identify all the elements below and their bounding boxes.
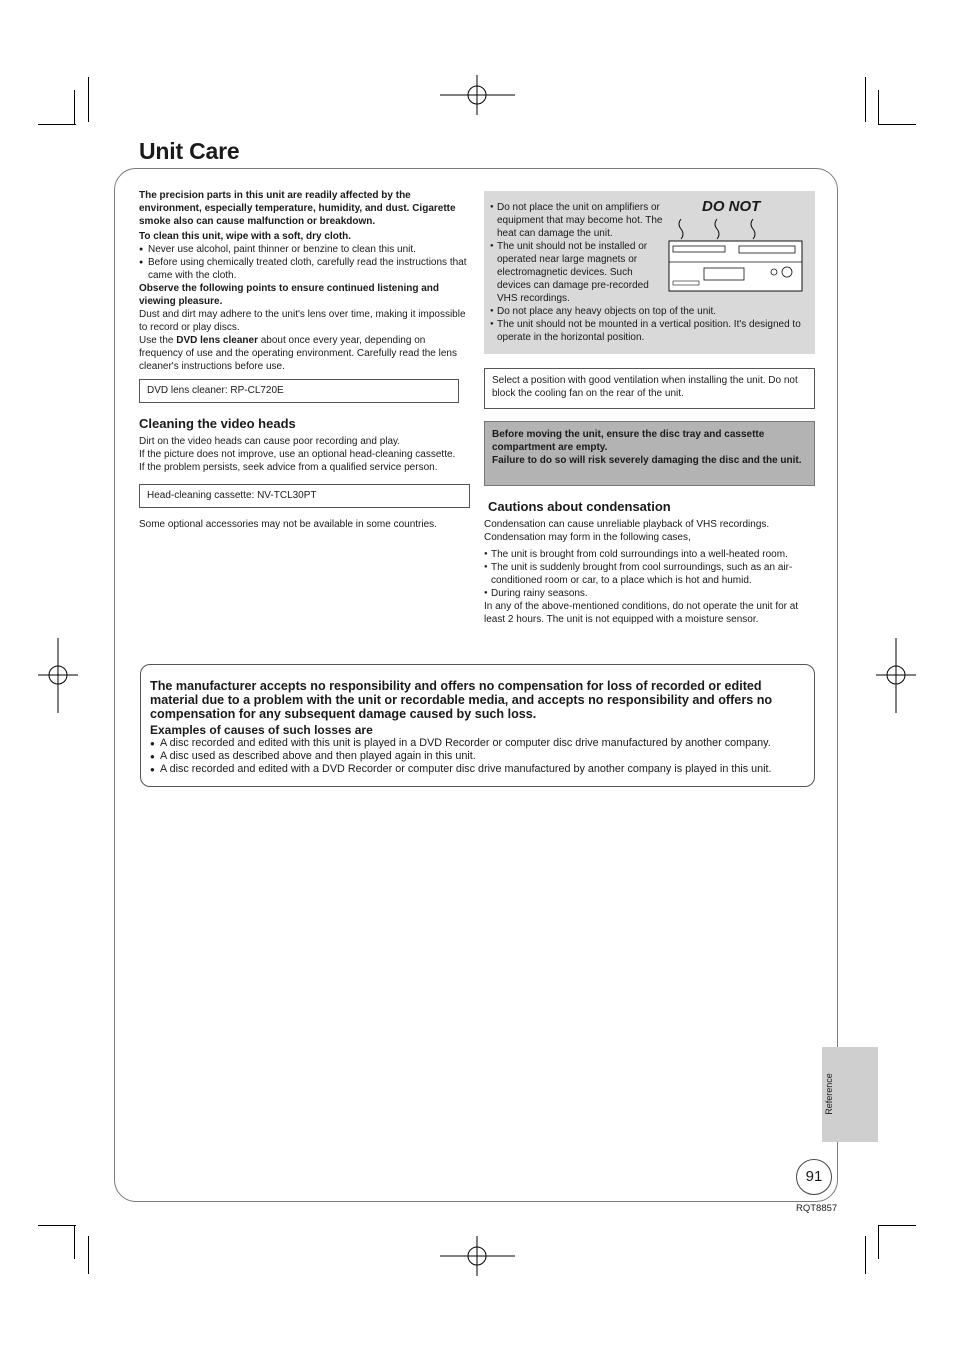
responsibility-heading: The manufacturer accepts no responsibility and offers no compensation for loss of recorded or edited material due to a problem with the unit or recordable media, and accepts no responsibility and offers no compensation for any subsequent damage caused by such loss. — [150, 679, 773, 721]
left-column — [139, 189, 469, 373]
head-cleaning-box: Head-cleaning cassette: NV-TCL30PT — [139, 484, 470, 508]
warning-line: Failure to do so will risk severely damaging the disc and the unit. — [492, 455, 802, 466]
do-not-panel — [484, 191, 815, 354]
list-item: ● Never use alcohol, paint thinner or benzine to clean this unit. — [139, 243, 469, 256]
text-line: If the problem persists, seek advice from a qualified service person. — [139, 462, 438, 473]
text-line: Dirt on the video heads can cause poor recording and play. — [139, 436, 401, 447]
do-not-label: DO NOT — [702, 198, 761, 215]
list-item: ● A disc recorded and edited with a DVD Recorder or computer disc drive manufactured by another company is played in this unit. — [150, 763, 805, 776]
list-item: ● The unit is suddenly brought from cool surroundings, such as an air-conditioned room or car, to a place which is hot and humid. — [484, 561, 816, 587]
condensation-title: Cautions about condensation — [488, 499, 671, 514]
video-heads-title: Cleaning the video heads — [139, 416, 296, 431]
registration-mark-icon — [38, 638, 78, 713]
lens-cleaner-box: DVD lens cleaner: RP-CL720E — [139, 379, 459, 403]
condensation-outro: In any of the above-mentioned conditions, do not operate the unit for at least 2 hours. The unit is not equipped with a moisture sensor. — [484, 601, 799, 625]
list-item: ● A disc recorded and edited with this unit is played in a DVD Recorder or computer disc drive manufactured by another company. — [150, 737, 805, 750]
do-not-list-a — [490, 201, 665, 305]
moving-warning-box — [484, 421, 815, 486]
observe-text: Dust and dirt may adhere to the unit's lens over time, making it impossible to record or play discs. — [139, 309, 466, 333]
list-item: ● The unit is brought from cold surroundings into a well-heated room. — [484, 548, 816, 561]
list-item: ● Do not place any heavy objects on top of the unit. — [490, 305, 808, 318]
text-span: Use the — [139, 335, 177, 346]
document-code: RQT8857 — [796, 1203, 838, 1214]
accessory-note: Some optional accessories may not be available in some countries. — [139, 519, 437, 530]
text-line: If the picture does not improve, use an optional head-cleaning cassette. — [139, 449, 456, 460]
observe-heading: Observe the following points to ensure continued listening and viewing pleasure. — [139, 283, 440, 307]
list-item: ● Do not place the unit on amplifiers or equipment that may become hot. The heat can damage the unit. — [490, 201, 665, 240]
video-heads-text — [139, 435, 474, 474]
do-not-list-b — [490, 305, 808, 344]
page-number: 91 — [796, 1159, 832, 1195]
responsibility-box — [140, 664, 815, 787]
ventilation-box: Select a position with good ventilation when installing the unit. Do not block the cooling fan on the rear of the unit. — [484, 368, 815, 409]
warning-line: Before moving the unit, ensure the disc tray and cassette compartment are empty. — [492, 429, 765, 453]
examples-title: Examples of causes of such losses are — [150, 723, 373, 737]
registration-mark-icon — [440, 75, 515, 115]
condensation-intro: Condensation can cause unreliable playback of VHS recordings. Condensation may form in the following cases, — [484, 519, 770, 543]
product-name: DVD lens cleaner — [176, 335, 258, 346]
text-span: about once every year, depending on frequency of use and the operating environment. Carefully read the lens cleaner's instructions before use. — [139, 335, 457, 372]
side-tab-label: Reference — [824, 1073, 834, 1115]
clean-heading: To clean this unit, wipe with a soft, dry cloth. — [139, 231, 352, 242]
intro-text: The precision parts in this unit are readily affected by the environment, especially temperature, humidity, and dust. Cigarette smoke also can cause malfunction or breakdown. — [139, 190, 456, 227]
list-item: ● Before using chemically treated cloth, carefully read the instructions that came with the cloth. — [139, 256, 469, 282]
registration-mark-icon — [876, 638, 916, 713]
list-item: ● A disc used as described above and then played again in this unit. — [150, 750, 805, 763]
list-item: ● The unit should not be installed or operated near large magnets or electromagnetic devices. Such devices can damage pre-recorded VHS recordings. — [490, 240, 665, 305]
lens-cleaner-text — [139, 334, 469, 373]
condensation-text — [484, 518, 816, 626]
list-item: ● The unit should not be mounted in a vertical position. It's designed to operate in the horizontal position. — [490, 318, 808, 344]
page-title: Unit Care — [139, 138, 240, 164]
registration-mark-icon — [440, 1236, 515, 1276]
list-item: ● During rainy seasons. — [484, 587, 816, 600]
dvd-vhs-recorder-icon — [667, 217, 805, 293]
